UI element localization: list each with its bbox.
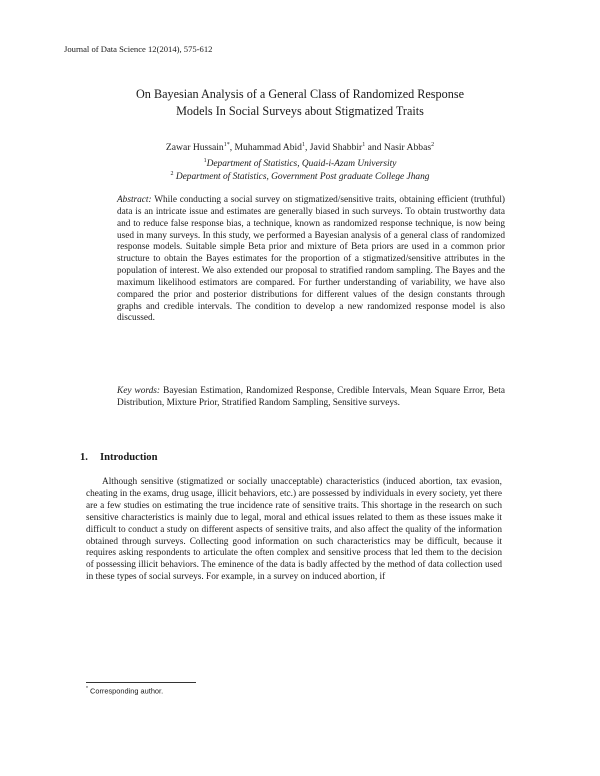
footnote-text: Corresponding author.: [87, 686, 164, 696]
abstract-text: While conducting a social survey on stigmatized/sensitive traits, obtaining efficient (truthful) data is an intricate issue and estimates are generally biased in such surveys. To obtain trustworthy data and to reduce false response bias, a technique, known as randomized response technique, is now being used in many surveys. In this study, we performed a Bayesian analysis of a general class of randomized response models. Suitable simple Beta prior and mixture of Beta priors are used in a common prior structure to obtain the Bayes estimates for the proportion of a stigmatized/sensitive attributes in the population of interest. We also extended our proposal to stratified random sampling. The Bayes and the maximum likelihood estimators are compared. For further understanding of variability, we have also compared the prior and posterior distributions for different values of the design constants through graphs and credible intervals. The condition to develop a new randomized response model is also discussed.: [117, 195, 506, 324]
author-affiliation-marker: 1: [362, 142, 366, 148]
paper-title-line-2: Models In Social Surveys about Stigmatized Traits: [176, 104, 424, 118]
abstract: [117, 195, 505, 325]
paper-title: [60, 86, 540, 120]
footnote: [86, 686, 163, 695]
author-name: Javid Shabbir: [309, 142, 363, 154]
author-separator: ,: [229, 142, 235, 154]
affiliation-marker: 1: [203, 158, 207, 164]
keywords-text: Bayesian Estimation, Randomized Response, Credible Intervals, Mean Square Error, Beta Distribution, Mixture Prior, Stratified Random Sampling, Sensitive surveys.: [117, 386, 505, 408]
abstract-label: Abstract:: [117, 195, 152, 205]
author-name: Muhammad Abid: [234, 142, 302, 154]
affiliation-text: Department of Statistics, Government Post graduate College Jhang: [173, 172, 430, 183]
author-separator: ,: [304, 142, 310, 154]
author-affiliation-marker: 1: [301, 142, 305, 148]
affiliation-2: [60, 171, 540, 182]
affiliation-1: [60, 158, 540, 169]
footnote-marker: *: [86, 686, 88, 692]
author-separator: and: [365, 142, 384, 154]
author-name: Nasir Abbas: [383, 142, 432, 154]
keywords-label: Key words:: [117, 386, 161, 396]
footnote-divider: [86, 682, 196, 683]
introduction-paragraph: Although sensitive (stigmatized or socially unacceptable) characteristics (induced abortion, tax evasion, cheating in the exams, drug usage, illicit behaviors, etc.) are possessed by individuals in every society, yet there are a few studies on estimating the true incidence rate of sensitive traits. This shortage in the research on such sensitive characteristics is mainly due to legal, moral and ethical issues related to them as these issues make it difficult to conduct a study on different aspects of sensitive traits, and also affect the quality of the information obtained through surveys. Collecting good information on such characteristics may be difficult, because it requires asking respondents to articulate the often complex and sensitive process that led them to the decision of possessing illicit behaviors. The eminence of the data is badly affected by the method of data collection used in these types of social surveys. For example, in a survey on induced abortion, if: [86, 477, 502, 583]
section-title: Introduction: [100, 452, 158, 463]
journal-citation: Journal of Data Science 12(2014), 575-612: [64, 44, 213, 54]
author-list: [60, 142, 540, 153]
affiliation-marker: 2: [170, 171, 174, 177]
affiliation-text: Department of Statistics, Quaid-i-Azam University: [206, 159, 397, 170]
keywords: [117, 386, 505, 410]
section-number: 1.: [80, 452, 88, 463]
author-affiliation-marker: 1*: [223, 142, 230, 148]
author-name: Zawar Hussain: [165, 142, 224, 154]
section-heading-introduction: [80, 452, 158, 463]
paper-title-line-1: On Bayesian Analysis of a General Class of Randomized Response: [136, 87, 464, 101]
author-affiliation-marker: 2: [431, 142, 435, 148]
